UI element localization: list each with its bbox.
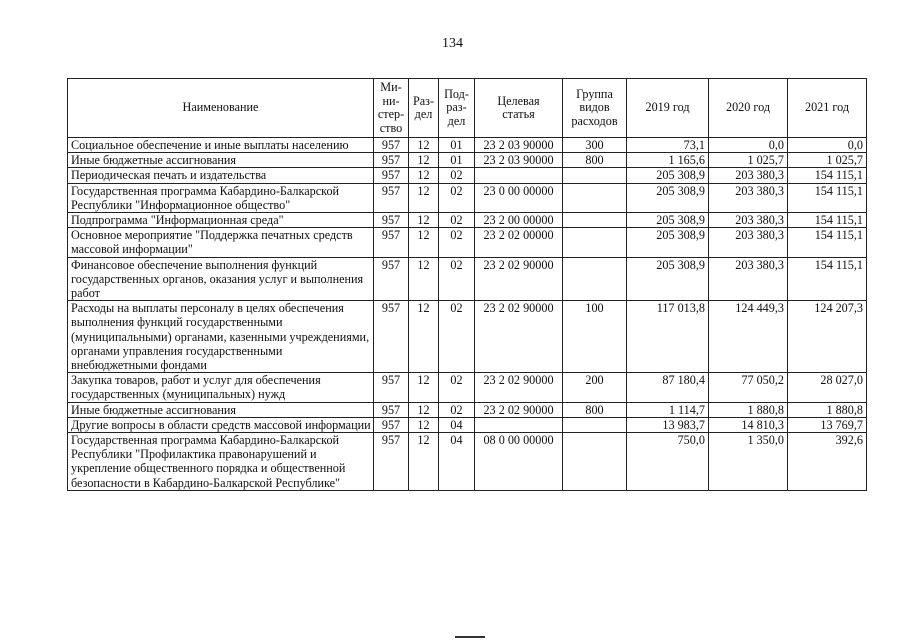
cell-target: 23 2 02 00000 — [475, 228, 563, 257]
header-2021: 2021 год — [788, 79, 867, 138]
cell-ministry: 957 — [374, 257, 409, 301]
header-subsection: Под- раз- дел — [439, 79, 475, 138]
cell-group — [563, 183, 627, 212]
cell-group — [563, 213, 627, 228]
header-target: Целевая статья — [475, 79, 563, 138]
cell-ministry: 957 — [374, 153, 409, 168]
cell-2021: 13 769,7 — [788, 417, 867, 432]
cell-2020: 1 880,8 — [709, 402, 788, 417]
cell-2020: 203 380,3 — [709, 228, 788, 257]
cell-2021: 154 115,1 — [788, 168, 867, 183]
cell-subsection: 02 — [439, 183, 475, 212]
cell-group — [563, 433, 627, 491]
budget-table — [67, 78, 867, 491]
cell-target: 23 2 03 90000 — [475, 138, 563, 153]
cell-2019: 73,1 — [627, 138, 709, 153]
cell-2019: 205 308,9 — [627, 168, 709, 183]
cell-subsection: 01 — [439, 138, 475, 153]
table-row — [68, 402, 867, 417]
cell-section: 12 — [409, 417, 439, 432]
cell-group — [563, 417, 627, 432]
cell-2019: 205 308,9 — [627, 228, 709, 257]
cell-2021: 154 115,1 — [788, 183, 867, 212]
cell-2020: 0,0 — [709, 138, 788, 153]
cell-name: Государственная программа Кабардино-Балкарской Республики "Профилактика правонарушений и укрепление общественного порядка и общественной безопасности в Кабардино-Балкарской Республике" — [68, 433, 374, 491]
cell-2021: 0,0 — [788, 138, 867, 153]
header-name: Наименование — [68, 79, 374, 138]
cell-group: 200 — [563, 373, 627, 402]
header-ministry: Ми- ни- стер- ство — [374, 79, 409, 138]
table-row — [68, 138, 867, 153]
cell-subsection: 04 — [439, 433, 475, 491]
cell-subsection: 02 — [439, 168, 475, 183]
cell-subsection: 04 — [439, 417, 475, 432]
cell-2021: 154 115,1 — [788, 213, 867, 228]
cell-section: 12 — [409, 373, 439, 402]
cell-target: 23 0 00 00000 — [475, 183, 563, 212]
cell-target: 23 2 02 90000 — [475, 257, 563, 301]
cell-section: 12 — [409, 213, 439, 228]
cell-target: 23 2 02 90000 — [475, 373, 563, 402]
cell-subsection: 02 — [439, 301, 475, 373]
cell-name: Подпрограмма "Информационная среда" — [68, 213, 374, 228]
cell-name: Иные бюджетные ассигнования — [68, 153, 374, 168]
table-row — [68, 417, 867, 432]
cell-ministry: 957 — [374, 183, 409, 212]
cell-group: 300 — [563, 138, 627, 153]
cell-ministry: 957 — [374, 228, 409, 257]
cell-2019: 205 308,9 — [627, 257, 709, 301]
cell-2019: 1 114,7 — [627, 402, 709, 417]
cell-ministry: 957 — [374, 213, 409, 228]
cell-name: Основное мероприятие "Поддержка печатных средств массовой информации" — [68, 228, 374, 257]
cell-group: 100 — [563, 301, 627, 373]
cell-section: 12 — [409, 257, 439, 301]
table-row — [68, 301, 867, 373]
table-row — [68, 257, 867, 301]
cell-target: 23 2 03 90000 — [475, 153, 563, 168]
cell-2019: 13 983,7 — [627, 417, 709, 432]
cell-target: 08 0 00 00000 — [475, 433, 563, 491]
cell-ministry: 957 — [374, 417, 409, 432]
cell-2021: 28 027,0 — [788, 373, 867, 402]
header-2019: 2019 год — [627, 79, 709, 138]
cell-group: 800 — [563, 153, 627, 168]
cell-section: 12 — [409, 138, 439, 153]
cell-target: 23 2 02 90000 — [475, 301, 563, 373]
cell-name: Периодическая печать и издательства — [68, 168, 374, 183]
cell-section: 12 — [409, 433, 439, 491]
cell-2020: 203 380,3 — [709, 168, 788, 183]
cell-2021: 392,6 — [788, 433, 867, 491]
cell-2020: 14 810,3 — [709, 417, 788, 432]
cell-2021: 154 115,1 — [788, 228, 867, 257]
cell-2020: 124 449,3 — [709, 301, 788, 373]
table-body — [68, 138, 867, 491]
cell-2019: 87 180,4 — [627, 373, 709, 402]
cell-2021: 1 025,7 — [788, 153, 867, 168]
cell-2020: 203 380,3 — [709, 213, 788, 228]
cell-2021: 154 115,1 — [788, 257, 867, 301]
cell-group: 800 — [563, 402, 627, 417]
cell-ministry: 957 — [374, 433, 409, 491]
cell-2019: 205 308,9 — [627, 213, 709, 228]
cell-subsection: 02 — [439, 228, 475, 257]
table-row — [68, 183, 867, 212]
cell-ministry: 957 — [374, 168, 409, 183]
cell-2020: 77 050,2 — [709, 373, 788, 402]
cell-target — [475, 168, 563, 183]
table-row — [68, 373, 867, 402]
cell-2020: 1 025,7 — [709, 153, 788, 168]
cell-name: Социальное обеспечение и иные выплаты населению — [68, 138, 374, 153]
cell-name: Иные бюджетные ассигнования — [68, 402, 374, 417]
cell-subsection: 02 — [439, 257, 475, 301]
page-number: 134 — [442, 36, 463, 51]
cell-2021: 1 880,8 — [788, 402, 867, 417]
cell-subsection: 02 — [439, 373, 475, 402]
cell-section: 12 — [409, 183, 439, 212]
cell-2019: 1 165,6 — [627, 153, 709, 168]
cell-2020: 1 350,0 — [709, 433, 788, 491]
cell-ministry: 957 — [374, 373, 409, 402]
cell-section: 12 — [409, 168, 439, 183]
cell-name: Расходы на выплаты персоналу в целях обеспечения выполнения функций государственными (муниципальными) органами, казенными учреждениями, органами управления государственными внебюджетными фондами — [68, 301, 374, 373]
cell-target: 23 2 00 00000 — [475, 213, 563, 228]
table-row — [68, 168, 867, 183]
cell-2020: 203 380,3 — [709, 257, 788, 301]
header-2020: 2020 год — [709, 79, 788, 138]
cell-2020: 203 380,3 — [709, 183, 788, 212]
cell-section: 12 — [409, 228, 439, 257]
cell-group — [563, 257, 627, 301]
cell-name: Государственная программа Кабардино-Балкарской Республики "Информационное общество" — [68, 183, 374, 212]
cell-subsection: 01 — [439, 153, 475, 168]
cell-section: 12 — [409, 153, 439, 168]
table-row — [68, 228, 867, 257]
cell-section: 12 — [409, 301, 439, 373]
cell-2019: 117 013,8 — [627, 301, 709, 373]
cell-name: Закупка товаров, работ и услуг для обеспечения государственных (муниципальных) нужд — [68, 373, 374, 402]
cell-name: Финансовое обеспечение выполнения функций государственных органов, оказания услуг и выполнения работ — [68, 257, 374, 301]
table-row — [68, 153, 867, 168]
cell-name: Другие вопросы в области средств массовой информации — [68, 417, 374, 432]
table-row — [68, 433, 867, 491]
cell-ministry: 957 — [374, 301, 409, 373]
cell-2019: 205 308,9 — [627, 183, 709, 212]
table-row — [68, 213, 867, 228]
cell-target — [475, 417, 563, 432]
cell-subsection: 02 — [439, 402, 475, 417]
cell-group — [563, 228, 627, 257]
cell-ministry: 957 — [374, 402, 409, 417]
cell-group — [563, 168, 627, 183]
header-section: Раз- дел — [409, 79, 439, 138]
cell-2019: 750,0 — [627, 433, 709, 491]
page-bottom-mark — [455, 636, 485, 638]
cell-subsection: 02 — [439, 213, 475, 228]
header-group: Группа видов расходов — [563, 79, 627, 138]
header-row — [68, 79, 867, 138]
cell-2021: 124 207,3 — [788, 301, 867, 373]
cell-target: 23 2 02 90000 — [475, 402, 563, 417]
cell-section: 12 — [409, 402, 439, 417]
cell-ministry: 957 — [374, 138, 409, 153]
